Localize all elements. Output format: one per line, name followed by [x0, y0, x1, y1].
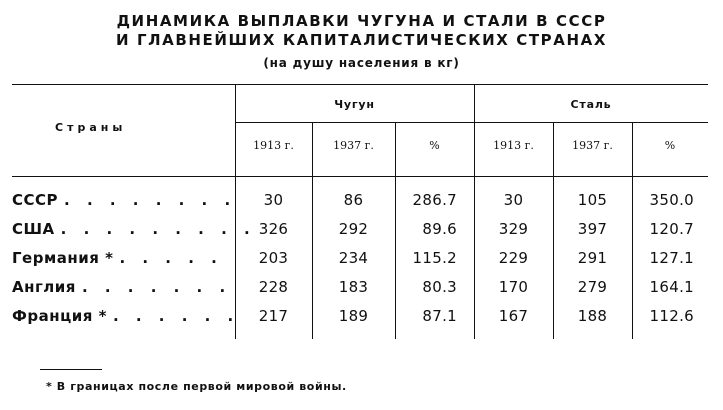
cell-steel-1913: 329	[498, 220, 529, 238]
table-subtitle: (на душу населения в кг)	[263, 56, 460, 70]
cell-iron-1937: 183	[338, 278, 369, 296]
cell-iron-1937: 86	[343, 191, 364, 209]
cell-steel-pct: 127.1	[649, 249, 694, 267]
header-countries: Страны	[55, 121, 127, 134]
row-country-label	[12, 191, 237, 209]
cell-iron-1913: 217	[258, 307, 289, 325]
cell-steel-1937: 291	[577, 249, 608, 267]
cell-iron-1913: 326	[258, 220, 289, 238]
header-group-steel: Сталь	[570, 98, 612, 111]
cell-steel-pct: 120.7	[649, 220, 694, 238]
cell-iron-1913: 203	[258, 249, 289, 267]
cell-iron-pct: 80.3	[422, 278, 457, 296]
cell-steel-1913: 167	[498, 307, 529, 325]
cell-steel-pct: 164.1	[649, 278, 694, 296]
leader-dots: . . . . .	[119, 249, 223, 267]
table-top-rule	[12, 84, 708, 85]
country-name: Германия *	[12, 249, 114, 267]
cell-steel-pct: 112.6	[649, 307, 694, 325]
cell-iron-1937: 189	[338, 307, 369, 325]
cell-iron-pct: 87.1	[422, 307, 457, 325]
cell-iron-1937: 234	[338, 249, 369, 267]
cell-iron-pct: 286.7	[412, 191, 457, 209]
leader-dots: . . . . . . .	[81, 278, 232, 296]
cell-steel-1913: 170	[498, 278, 529, 296]
footnote: * В границах после первой мировой войны.	[46, 380, 347, 393]
country-name: СССР	[12, 191, 59, 209]
header-steel-1913: 1913 г.	[493, 139, 534, 152]
cell-steel-1937: 397	[577, 220, 608, 238]
cell-steel-1937: 105	[577, 191, 608, 209]
leader-dots: . . . . . .	[112, 307, 240, 325]
row-country-label	[12, 220, 256, 238]
cell-iron-pct: 89.6	[422, 220, 457, 238]
header-bottom-rule	[12, 176, 708, 177]
cell-steel-1913: 30	[503, 191, 524, 209]
country-name: Франция *	[12, 307, 107, 325]
header-iron-pct: %	[429, 139, 440, 152]
leader-dots: . . . . . . . . .	[60, 220, 256, 238]
row-country-label	[12, 307, 240, 325]
header-steel-1937: 1937 г.	[572, 139, 613, 152]
cell-steel-1937: 279	[577, 278, 608, 296]
cell-iron-1913: 228	[258, 278, 289, 296]
iron-subheader-rule	[235, 122, 474, 123]
header-steel-pct: %	[664, 139, 676, 152]
country-name: Англия	[12, 278, 76, 296]
country-name: США	[12, 220, 55, 238]
steel-subheader-rule	[474, 122, 708, 123]
leader-dots: . . . . . . . .	[64, 191, 237, 209]
cell-iron-1913: 30	[263, 191, 284, 209]
footnote-rule	[40, 369, 102, 370]
table-title-line1: ДИНАМИКА ВЫПЛАВКИ ЧУГУНА И СТАЛИ В СССР	[116, 12, 607, 30]
row-country-label	[12, 278, 234, 296]
table-title-line2: И ГЛАВНЕЙШИХ КАПИТАЛИСТИЧЕСКИХ СТРАНАХ	[115, 31, 608, 49]
cell-steel-1937: 188	[577, 307, 608, 325]
row-country-label	[12, 249, 234, 267]
cell-steel-pct: 350.0	[649, 191, 694, 209]
cell-steel-1913: 229	[498, 249, 529, 267]
header-iron-1937: 1937 г.	[333, 139, 374, 152]
header-iron-1913: 1913 г.	[253, 139, 294, 152]
header-group-iron: Чугун	[334, 98, 375, 111]
cell-iron-1937: 292	[338, 220, 369, 238]
cell-iron-pct: 115.2	[412, 249, 457, 267]
